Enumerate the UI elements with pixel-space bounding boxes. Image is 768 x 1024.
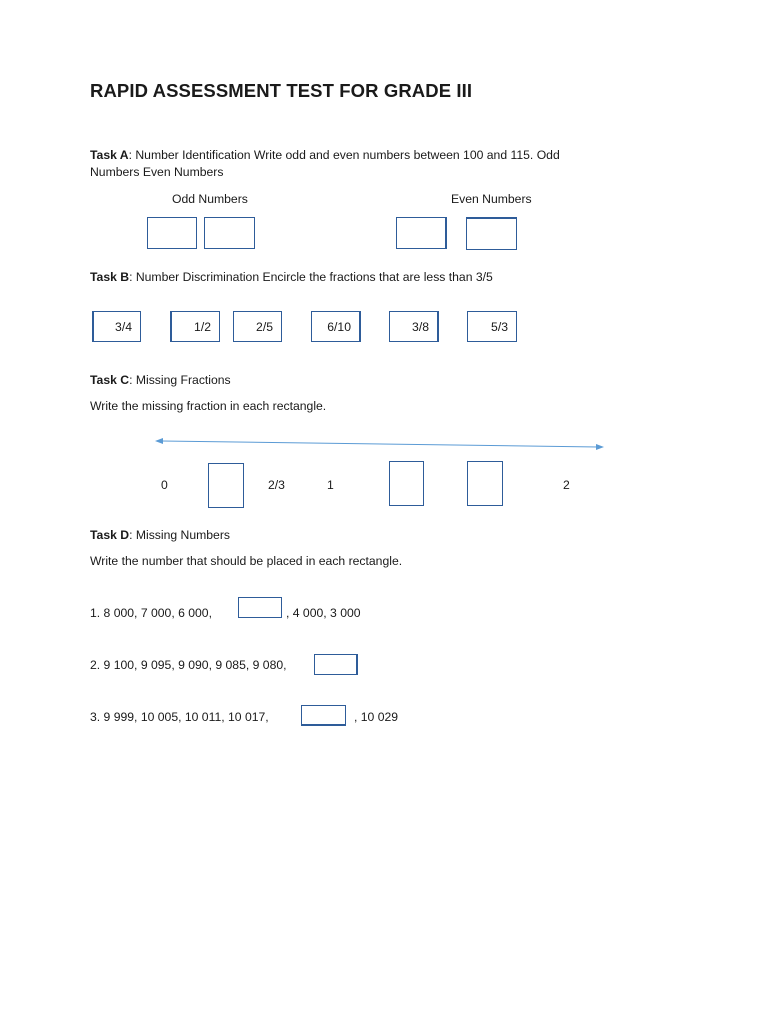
missing-fraction-box-1[interactable] [208,463,244,508]
task-d-label: Task D [90,528,130,542]
question-1-sequence-end: , 4 000, 3 000 [286,606,361,620]
number-line-label-2-3: 2/3 [268,478,285,492]
missing-fraction-box-3[interactable] [467,461,503,506]
fraction-option-1[interactable]: 3/4 [92,311,141,342]
fraction-option-2[interactable]: 1/2 [170,311,220,342]
task-c-subinstruction: Write the missing fraction in each rectangle. [90,399,327,413]
odd-numbers-heading: Odd Numbers [172,192,248,206]
number-line-label-1: 1 [327,478,334,492]
fraction-option-4[interactable]: 6/10 [311,311,361,342]
question-3-sequence-end: , 10 029 [354,710,399,724]
task-b-label: Task B [90,270,130,284]
even-numbers-heading: Even Numbers [451,192,532,206]
task-b-text: : Number Discrimination Encircle the fractions that are less than 3/5 [129,270,493,284]
fraction-option-3[interactable]: 2/5 [233,311,282,342]
question-1-answer-box[interactable] [238,597,282,618]
question-2-answer-box[interactable] [314,654,358,675]
task-d-text: : Missing Numbers [129,528,230,542]
task-a-instruction-line2: Numbers Even Numbers [90,165,224,179]
fraction-option-6[interactable]: 5/3 [467,311,517,342]
question-3-sequence-start: 3. 9 999, 10 005, 10 011, 10 017, [90,710,269,724]
fraction-option-5[interactable]: 3/8 [389,311,439,342]
task-d-subinstruction: Write the number that should be placed in each rectangle. [90,554,403,568]
task-a-text: : Number Identification Write odd and even numbers between 100 and 115. Odd [128,148,560,162]
question-2-sequence: 2. 9 100, 9 095, 9 090, 9 085, 9 080, [90,658,287,672]
number-line-label-0: 0 [161,478,168,492]
task-d-instruction [90,527,230,544]
question-1-sequence-start: 1. 8 000, 7 000, 6 000, [90,606,212,620]
number-line-label-2: 2 [563,478,570,492]
task-c-label: Task C [90,373,130,387]
page-title: RAPID ASSESSMENT TEST FOR GRADE III [90,80,473,101]
task-a-label: Task A [90,148,129,162]
missing-fraction-box-2[interactable] [389,461,424,506]
question-3-answer-box[interactable] [301,705,346,726]
task-c-text: : Missing Fractions [129,373,231,387]
